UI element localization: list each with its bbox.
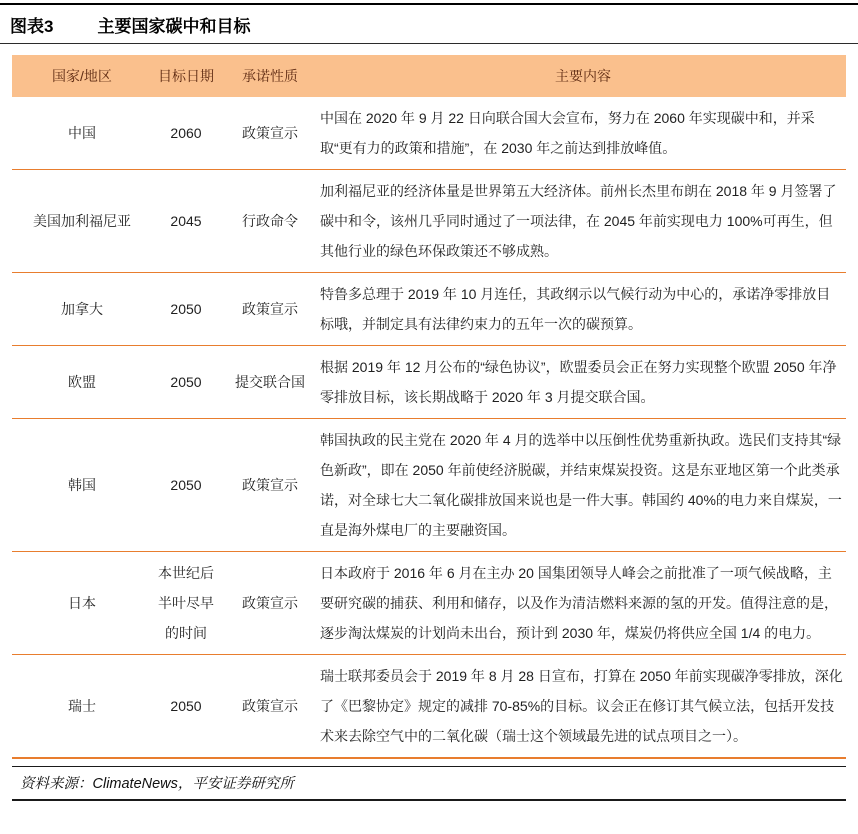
main-content-cell: 瑞士联邦委员会于 2019 年 8 月 28 日宣布，打算在 2050 年前实现碳净零排放，深化了《巴黎协定》规定的减排 70-85%的目标。议会正在修订其气候立法，包括开发技术来去除空气中的二氧化碳（瑞士这个领域最先进的试点项目之一）。 bbox=[320, 668, 843, 744]
main-content-cell: 加利福尼亚的经济体量是世界第五大经济体。前州长杰里布朗在 2018 年 9 月签署了碳中和令，该州几乎同时通过了一项法律，在 2045 年前实现电力 100%可再生，但其他行业的绿色环保政策还不够成熟。 bbox=[320, 183, 837, 259]
main-content-cell: 中国在 2020 年 9 月 22 日向联合国大会宣布，努力在 2060 年实现碳中和，并采取“更有力的政策和措施”，在 2030 年之前达到排放峰值。 bbox=[320, 110, 815, 156]
page-title: 主要国家碳中和目标 bbox=[97, 17, 251, 36]
commitment-nature-cell: 行政命令 bbox=[242, 213, 298, 229]
target-date-cell: 2045 bbox=[170, 213, 202, 229]
country-cell: 美国加利福尼亚 bbox=[33, 213, 131, 229]
commitment-nature-cell: 政策宣示 bbox=[242, 595, 298, 611]
table-body bbox=[12, 97, 846, 759]
target-date-cell: 2050 bbox=[170, 477, 202, 493]
main-content-cell: 特鲁多总理于 2019 年 10 月连任，其政纲示以气候行动为中心的，承诺净零排放目标哦，并制定具有法律约束力的五年一次的碳预算。 bbox=[320, 286, 831, 332]
target-date-cell: 2050 bbox=[170, 301, 202, 317]
main-content-cell: 日本政府于 2016 年 6 月在主办 20 国集团领导人峰会之前批准了一项气候战略，主要研究碳的捕获、利用和储存，以及作为清洁燃料来源的氢的开发。值得注意的是，逐步淘汰煤炭的计划尚未出台，预计到 2030 年，煤炭仍将供应全国 1/4 的电力。 bbox=[320, 565, 838, 641]
table-row bbox=[12, 346, 846, 419]
main-content-cell: 根据 2019 年 12 月公布的“绿色协议”，欧盟委员会正在努力实现整个欧盟 2050 年净零排放目标，该长期战略于 2020 年 3 月提交联合国。 bbox=[320, 359, 837, 405]
main-content-cell: 韩国执政的民主党在 2020 年 4 月的选举中以压倒性优势重新执政。选民们支持其“绿色新政”，即在 2050 年前使经济脱碳，并结束煤炭投资。这是东亚地区第一个此类承诺，对全球七大二氧化碳排放国来说也是一件大事。韩国约 40%的电力来自煤炭，一直是海外煤电厂的主要融资国。 bbox=[320, 432, 842, 538]
table-row bbox=[12, 170, 846, 273]
target-date-cell: 2050 bbox=[170, 374, 202, 390]
table-row bbox=[12, 419, 846, 552]
figure-title-row bbox=[0, 5, 858, 43]
commitment-nature-cell: 政策宣示 bbox=[242, 301, 298, 317]
commitment-nature-cell: 政策宣示 bbox=[242, 698, 298, 714]
table-row bbox=[12, 552, 846, 655]
country-cell: 瑞士 bbox=[68, 698, 96, 714]
country-cell: 韩国 bbox=[68, 477, 96, 493]
source-footer bbox=[12, 766, 846, 801]
header-commitment-nature: 承诺性质 bbox=[242, 68, 298, 84]
commitment-nature-cell: 政策宣示 bbox=[242, 477, 298, 493]
table-row bbox=[12, 655, 846, 757]
source-text: 资料来源：ClimateNews，平安证券研究所 bbox=[20, 776, 294, 792]
table-header-row bbox=[12, 55, 846, 97]
target-date-cell: 本世纪后半叶尽早的时间 bbox=[158, 565, 214, 641]
carbon-targets-table bbox=[12, 55, 846, 759]
country-cell: 欧盟 bbox=[68, 374, 96, 390]
table-row bbox=[12, 273, 846, 346]
country-cell: 加拿大 bbox=[61, 301, 103, 317]
figure-label: 图表3 bbox=[10, 17, 54, 36]
target-date-cell: 2050 bbox=[170, 698, 202, 714]
table-row bbox=[12, 97, 846, 170]
commitment-nature-cell: 政策宣示 bbox=[242, 125, 298, 141]
header-main-content: 主要内容 bbox=[555, 68, 611, 84]
title-divider bbox=[0, 43, 858, 44]
commitment-nature-cell: 提交联合国 bbox=[235, 374, 305, 390]
target-date-cell: 2060 bbox=[170, 125, 202, 141]
country-cell: 中国 bbox=[68, 125, 96, 141]
country-cell: 日本 bbox=[68, 595, 96, 611]
header-target-date: 目标日期 bbox=[158, 68, 214, 84]
header-country: 国家/地区 bbox=[52, 68, 112, 84]
